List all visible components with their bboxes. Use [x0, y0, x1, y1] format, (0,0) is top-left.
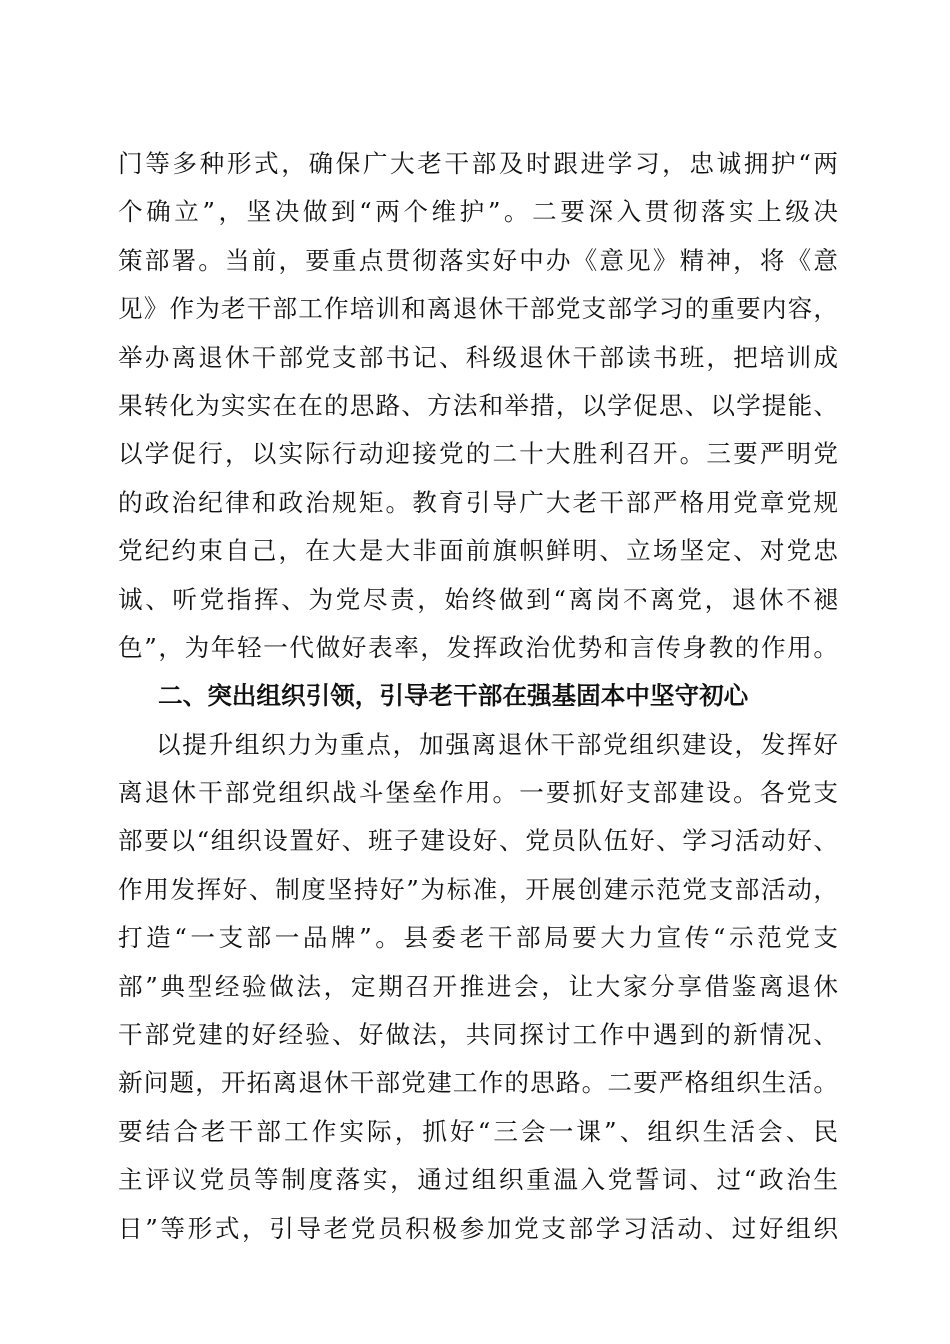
text-line: 作用发挥好、制度坚持好”为标准，开展创建示范党支部活动，: [118, 874, 838, 904]
text-line: 诚、听党指挥、为党尽责，始终做到“离岗不离党，退休不褪: [118, 584, 838, 614]
text-line: 门等多种形式，确保广大老干部及时跟进学习，忠诚拥护“两: [118, 149, 838, 178]
text-line: 部”典型经验做法，定期召开推进会，让大家分享借鉴离退休: [118, 971, 838, 1001]
paragraph-1: [118, 140, 838, 672]
text-line: 主评议党员等制度落实，通过组织重温入党誓词、过“政治生: [118, 1165, 838, 1195]
text-line: 色”，为年轻一代做好表率，发挥政治优势和言传身教的作用。: [118, 632, 838, 662]
text-line: 新问题，开拓离退休干部党建工作的思路。二要严格组织生活。: [118, 1068, 838, 1098]
text-line: 党纪约束自己，在大是大非面前旗帜鲜明、立场坚定、对党忠: [118, 536, 838, 566]
text-line: 举办离退休干部党支部书记、科级退休干部读书班，把培训成: [118, 342, 838, 372]
text-line: 个确立”，坚决做到“两个维护”。二要深入贯彻落实上级决: [118, 197, 838, 227]
text-line: 果转化为实实在在的思路、方法和举措，以学促思、以学提能、: [118, 390, 838, 420]
text-line: 策部署。当前，要重点贯彻落实好中办《意见》精神，将《意: [118, 245, 838, 275]
text-line: 见》作为老干部工作培训和离退休干部党支部学习的重要内容，: [118, 294, 838, 324]
text-line: 日”等形式，引导老党员积极参加党支部学习活动、过好组织: [118, 1213, 838, 1243]
document-body: [118, 140, 838, 1253]
text-line: 的政治纪律和政治规矩。教育引导广大老干部严格用党章党规: [118, 487, 838, 517]
section-heading: 二、突出组织引领，引导老干部在强基固本中坚守初心: [158, 681, 749, 711]
text-line: 以提升组织力为重点，加强离退休干部党组织建设，发挥好: [156, 729, 838, 759]
paragraph-2: [118, 721, 838, 1253]
text-line: 要结合老干部工作实际，抓好“三会一课”、组织生活会、民: [118, 1116, 838, 1146]
text-line: 干部党建的好经验、好做法，共同探讨工作中遇到的新情况、: [118, 1020, 838, 1050]
text-line: 部要以“组织设置好、班子建设好、党员队伍好、学习活动好、: [118, 826, 838, 856]
text-line: 离退休干部党组织战斗堡垒作用。一要抓好支部建设。各党支: [118, 778, 838, 808]
text-line: 打造“一支部一品牌”。县委老干部局要大力宣传“示范党支: [118, 923, 838, 953]
text-line: 以学促行，以实际行动迎接党的二十大胜利召开。三要严明党: [118, 439, 838, 469]
